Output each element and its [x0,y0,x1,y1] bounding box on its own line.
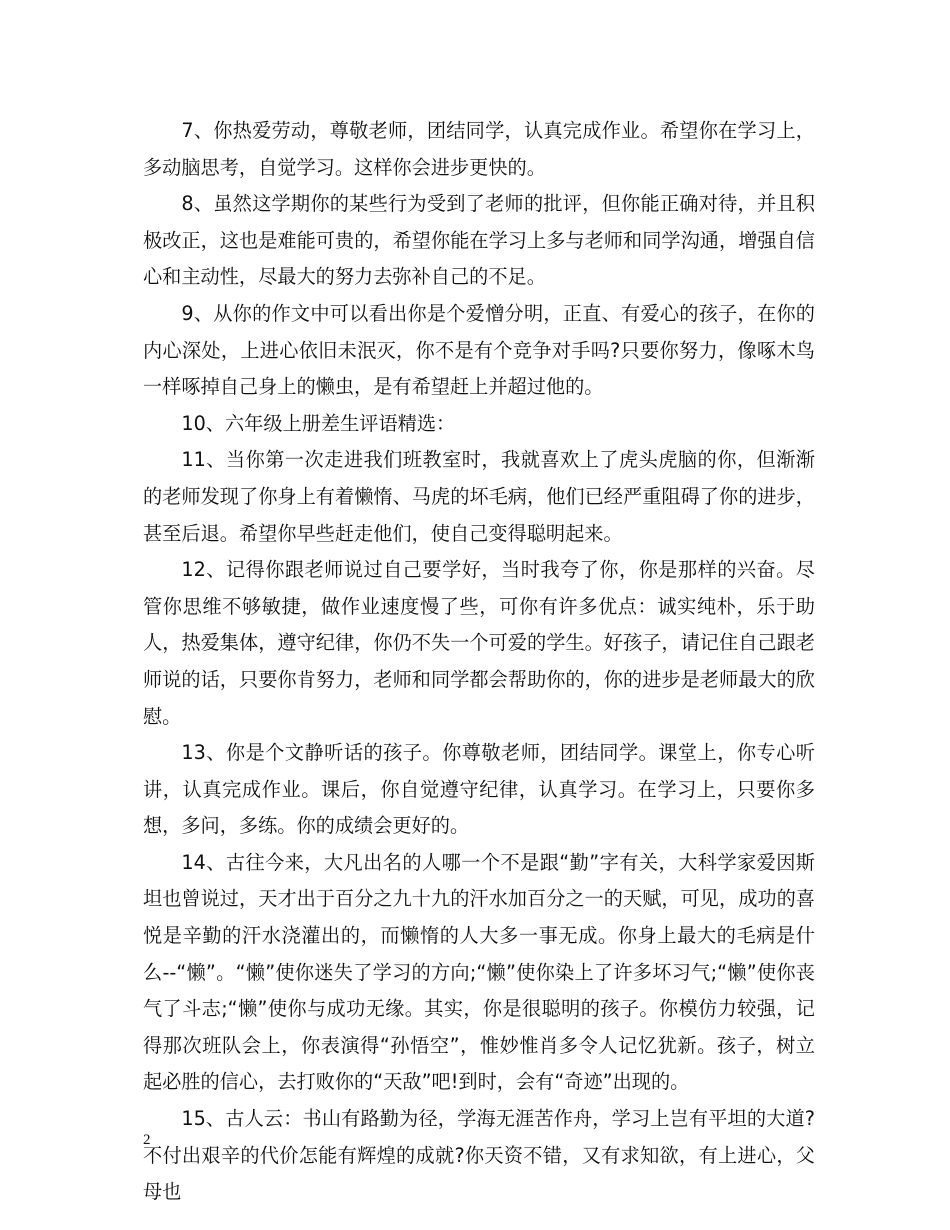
paragraph-9: 9、从你的作文中可以看出你是个爱憎分明，正直、有爱心的孩子，在你的内心深处，上进心依旧未泯灭，你不是有个竞争对手吗?只要你努力，像啄木鸟一样啄掉自己身上的懒虫，是有希望赶上并超过他的。 [143,301,815,399]
paragraph-12: 12、记得你跟老师说过自己要学好，当时我夸了你，你是那样的兴奋。尽管你思维不够敏捷，做作业速度慢了些，可你有许多优点：诚实纯朴，乐于助人，热爱集体，遵守纪律，你仍不失一个可爱的学生。好孩子，请记住自己跟老师说的话，只要你肯努力，老师和同学都会帮助你的，你的进步是老师最大的欣慰。 [143,558,815,728]
paragraph-11: 11、当你第一次走进我们班教室时，我就喜欢上了虎头虎脑的你，但渐渐的老师发现了你身上有着懒惰、马虎的坏毛病，他们已经严重阻碍了你的进步，甚至后退。希望你早些赶走他们，使自己变得聪明起来。 [143,448,815,545]
paragraph-13: 13、你是个文静听话的孩子。你尊敬老师，团结同学。课堂上，你专心听讲，认真完成作业。课后，你自觉遵守纪律，认真学习。在学习上，只要你多想，多问，多练。你的成绩会更好的。 [143,741,815,838]
paragraph-10: 10、六年级上册差生评语精选： [181,411,456,435]
paragraph-14: 14、古往今来，大凡出名的人哪一个不是跟“勤”字有关，大科学家爱因斯坦也曾说过，天才出于百分之九十九的汗水加百分之一的天赋，可见，成功的喜悦是辛勤的汗水浇灌出的，而懒惰的人大多一事无成。你身上最大的毛病是什么--“懒”。“懒”使你迷失了学习的方向;“懒”使你染上了许多坏习气;“懒”使你丧气了斗志;“懒”使你与成功无缘。其实，你是很聪明的孩子。你模仿力较强，记得那次班队会上，你表演得“孙悟空”，惟妙惟肖多令人记忆犹新。孩子，树立起必胜的信心，去打败你的“天敌”吧!到时，会有“奇迹”出现的。 [143,850,815,1094]
page-number: 2 [143,1132,151,1148]
paragraph-8: 8、虽然这学期你的某些行为受到了老师的批评，但你能正确对待，并且积极改正，这也是难能可贵的，希望你能在学习上多与老师和同学沟通，增强自信心和主动性，尽最大的努力去弥补自己的不足。 [143,192,815,289]
document-body [143,113,815,1211]
paragraph-7: 7、你热爱劳动，尊敬老师，团结同学，认真完成作业。希望你在学习上，多动脑思考，自觉学习。这样你会进步更快的。 [143,119,815,179]
paragraph-15: 15、古人云：书山有路勤为径，学海无涯苦作舟，学习上岂有平坦的大道?不付出艰辛的代价怎能有辉煌的成就?你天资不错，又有求知欲，有上进心，父母也 [143,1107,815,1204]
